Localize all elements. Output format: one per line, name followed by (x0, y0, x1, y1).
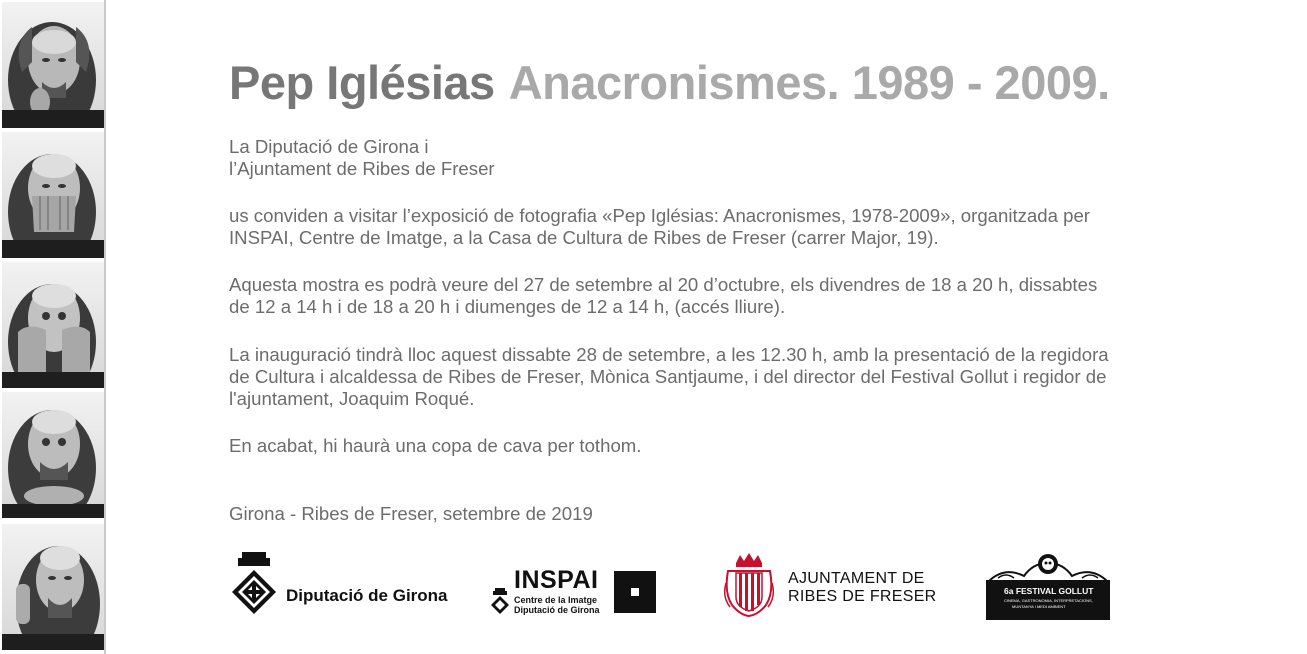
inspai-subtitle-2: Diputació de Girona (514, 605, 600, 615)
diputacio-girona-logo (228, 552, 458, 618)
portrait-photo-hand-on-chin (2, 2, 104, 128)
inauguration-line-2: de Cultura i alcaldessa de Ribes de Freser, Mònica Santjaume, i del director del Festival Gollut i regidor de (229, 366, 1107, 387)
inspai-crest-icon (490, 588, 510, 614)
place-and-date: Girona - Ribes de Freser, setembre de 2019 (229, 503, 593, 524)
schedule-line-2: de 12 a 14 h i de 18 a 20 h i diumenges de 12 a 14 h, (accés lliure). (229, 296, 786, 317)
portrait-photo-hands-over-mouth (2, 132, 104, 258)
inspai-name: INSPAI (514, 566, 599, 594)
portrait-photo-blowing-kiss (2, 392, 104, 518)
ajuntament-ribes-logo (722, 553, 952, 619)
exhibition-title: Anacronismes. 1989 - 2009. (508, 56, 1110, 109)
ajuntament-label-2: RIBES DE FRESER (788, 588, 937, 605)
invite-paragraph (229, 205, 1090, 249)
hosts-paragraph (229, 136, 495, 180)
invite-line-1: us conviden a visitar l’exposició de fotografia «Pep Iglésias: Anacronismes, 1978-2009», organitzada per (229, 205, 1090, 226)
inspai-subtitle-1: Centre de la Imatge (514, 595, 598, 605)
festival-name: 6a FESTIVAL GOLLUT (1004, 586, 1094, 596)
inspai-logo (490, 566, 660, 616)
diputacio-crest-icon (228, 552, 280, 616)
festival-gollut-logo (984, 552, 1112, 620)
invitation-title (229, 55, 1110, 110)
festival-subtitle-1: CINEMA, GASTRONOMIA, INTERPRETACIONS, (1004, 598, 1093, 603)
invite-line-2: INSPAI, Centre de Imatge, a la Casa de Cultura de Ribes de Freser (carrer Major, 19). (229, 227, 939, 248)
photo-strip (0, 0, 106, 654)
ajuntament-label-1: AJUNTAMENT DE (788, 570, 925, 587)
inspai-square-mark (614, 571, 656, 613)
festival-subtitle-2: MUNTANYA I MEDI AMBIENT (1012, 604, 1066, 609)
inauguration-line-3: l'ajuntament, Joaquim Roqué. (229, 388, 475, 409)
ribes-coat-of-arms-icon (722, 553, 776, 617)
inauguration-paragraph (229, 344, 1109, 410)
schedule-line-1: Aquesta mostra es podrà veure del 27 de setembre al 20 d’octubre, els divendres de 18 a 20 h, dissabtes (229, 274, 1098, 295)
schedule-paragraph (229, 274, 1097, 318)
hosts-line-2: l’Ajuntament de Ribes de Freser (229, 158, 495, 179)
hosts-line-1: La Diputació de Girona i (229, 136, 429, 157)
closing-line: En acabat, hi haurà una copa de cava per tothom. (229, 435, 642, 456)
inauguration-line-1: La inauguració tindrà lloc aquest dissabte 28 de setembre, a les 12.30 h, amb la presentació de la regidora (229, 344, 1109, 365)
portrait-photo-raised-finger (2, 524, 104, 650)
artist-name: Pep Iglésias (229, 56, 495, 109)
diputacio-label: Diputació de Girona (286, 586, 448, 605)
portrait-photo-hands-over-face (2, 262, 104, 388)
